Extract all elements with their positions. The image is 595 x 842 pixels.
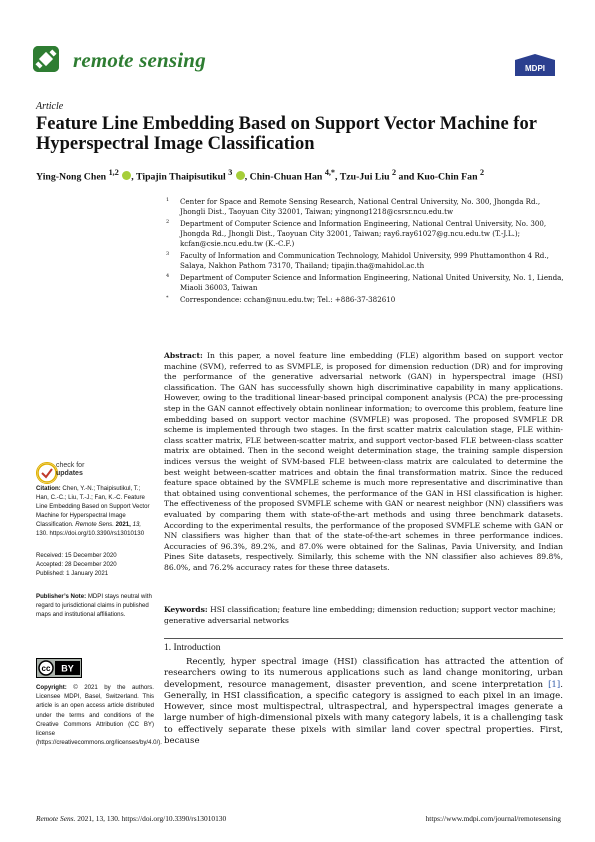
check-updates-icon bbox=[36, 462, 58, 484]
affiliation-item: 3 Faculty of Information and Communication Technology, Mahidol University, 999 Phuttamonthon 4 Rd., Salaya, Nakhon Pathom 73170, Thailand; tipajin.tha@mahidol.ac.th bbox=[166, 251, 549, 270]
journal-logo-icon bbox=[33, 46, 59, 72]
date-published: Published: 1 January 2021 bbox=[36, 570, 109, 578]
footer-journal-url[interactable]: https://www.mdpi.com/journal/remotesensing bbox=[425, 814, 561, 823]
citation-link[interactable]: [1] bbox=[548, 679, 561, 690]
article-title: Feature Line Embedding Based on Support Vector Machine for Hyperspectral Image Classification bbox=[36, 114, 537, 154]
citation-volume: 13, bbox=[132, 520, 142, 528]
check-updates-line1: check for bbox=[56, 462, 85, 469]
footer-doi[interactable]: 2021, 13, 130. https://doi.org/10.3390/rs13010130 bbox=[77, 814, 227, 823]
citation-journal: Remote Sens. bbox=[75, 520, 114, 528]
author-name[interactable]: Chin-Chuan Han bbox=[249, 171, 323, 183]
publisher-note-label: Publisher’s Note: bbox=[36, 593, 87, 601]
citation-block bbox=[36, 485, 154, 538]
cc-symbol: cc bbox=[41, 664, 51, 673]
abstract-text: In this paper, a novel feature line embedding (FLE) algorithm based on support vector machine (SVM), referred to as SVMFLE, is proposed for dimension reduction (DR) and for improving the performance of the generative adversarial network (GAN) in hyperspectral image (HSI) classification. The GAN has successfully shown high discriminative capability in many applications. However, owing to the traditional linear-based principal component analysis (PCA) the pre-processing step in the GAN cannot effectively obtain nonlinear information; to overcome this problem, feature line embedding based on support vector machine (SVMFLE) was proposed. The proposed SVMFLE DR scheme is implemented through two stages. In the first scatter matrix calculation stage, FLE within-class scatter matrix, FLE between-scatter matrix, and support vector-based FLE between-class scatter matrix are obtained. Then in the second weight determination stage, the training sample dispersion indices versus the weight of SVM-based FLE between-class matrix are calculated to determine the best weight between-scatter matrices and obtain the final transformation matrix. Since the reduced feature space obtained by the SVMFLE scheme is much more representative and discriminative than that obtained using conventional schemes, the performance of the GAN in HSI classification is higher. The effectiveness of the proposed SVMFLE scheme with GAN or nearest neighbor (NN) classifiers was evaluated by comparing them with state-of-the-art methods and using three benchmark datasets. According to the experimental results, the performance of the proposed SVMFLE scheme with GAN or NN classifiers was higher than that of the state-of-the-art schemes in three performance indices. Accuracies of 96.3%, 89.2%, and 87.0% were obtained for the Salinas, Pavia University, and Indian Pines Site datasets, respectively. Similarly, this scheme with the NN classifier also achieves 89.8%, 86.0%, and 76.2% accuracy rates for these three datasets. bbox=[164, 351, 564, 572]
publisher-note-text: MDPI stays neutral with regard to jurisdictional claims in published maps and institutional affiliations. bbox=[36, 593, 152, 618]
affiliation-item: 1 Center for Space and Remote Sensing Research, National Central University, No. 300, Jhongda Rd., Jhongli Dist., Taoyuan City 32001, Taiwan; yingnong1218@csrsr.ncu.edu.tw bbox=[166, 197, 541, 216]
introduction-paragraph: Recently, hyper spectral image (HSI) classification has attracted the attention of researchers owing to its numerous applications such as land change monitoring, urban development, resource management, disaster prevention, and scene interpretation [1]. Generally, in HSI classification, a specific category is assigned to each pixel in an image. However, since most multispectral, ultraspectral, and hyperspectral images generate a large number of high-dimensional pixels with many category labels, it is a challenging task to effectively separate these pixels with similar land cover spectral properties. First, because bbox=[164, 657, 563, 747]
author-affiliation-mark: 4,* bbox=[324, 168, 336, 177]
correspondence: * Correspondence: cchan@nuu.edu.tw; Tel.: +886-37-382610 bbox=[166, 295, 396, 304]
abstract-label: Abstract: bbox=[164, 351, 203, 360]
check-for-updates-button[interactable] bbox=[36, 462, 116, 486]
author-name[interactable]: Tzu-Jui Liu bbox=[339, 171, 390, 183]
keywords-text: HSI classification; feature line embedding; dimension reduction; support vector machine; generative adversarial networks bbox=[164, 605, 556, 625]
journal-name: remote sensing bbox=[73, 48, 206, 72]
citation-year: 2021, bbox=[115, 520, 131, 528]
section-divider bbox=[164, 638, 563, 639]
copyright-text: © 2021 by the authors. Licensee MDPI, Basel, Switzerland. This article is an open access article distributed under the terms and conditions of the Creative Commons Attribution (CC BY) license (https://creativecommons.org/licenses/by/4.0/). bbox=[36, 684, 162, 747]
affiliation-item: 4 Department of Computer Science and Information Engineering, National United University, No. 1, Lienda, Miaoli 36003, Taiwan bbox=[166, 273, 564, 292]
footer-citation bbox=[36, 814, 226, 823]
cc-license-badge[interactable] bbox=[36, 658, 82, 678]
affiliations bbox=[164, 197, 564, 307]
citation-label: Citation: bbox=[36, 485, 61, 492]
article-type: Article bbox=[36, 101, 64, 112]
dates-block bbox=[36, 552, 154, 579]
footer-journal: Remote Sens. bbox=[36, 814, 76, 823]
cc-by-label: BY bbox=[61, 663, 74, 674]
author-name[interactable]: Kuo-Chin Fan bbox=[416, 171, 478, 183]
date-received: Received: 15 December 2020 bbox=[36, 552, 117, 560]
orcid-icon[interactable] bbox=[236, 171, 245, 180]
keywords bbox=[164, 605, 563, 626]
keywords-label: Keywords: bbox=[164, 605, 208, 614]
affiliation-item: 2 Department of Computer Science and Information Engineering, National Central University, No. 300, Jhongda Rd., Jhongli Dist., Taoyuan City 32001, Taiwan; ray6.ray61027@g.ncu.edu.tw (T.-J.L.); kcfan@csie.ncu.edu.tw (K.-C.F.) bbox=[166, 219, 547, 248]
publisher-logo bbox=[515, 54, 555, 76]
author-affiliation-mark: 1,2 bbox=[108, 168, 119, 177]
author-list: Ying-Nong Chen $^{1,2}$ , Tipajin Thaipisutikul $^3$ , Chin-Chuan Han $^{4,*}$, Tzu-Jui Liu $^2$ and Kuo-Chin Fan $^2$ bbox=[36, 168, 485, 183]
abstract bbox=[164, 351, 563, 573]
author-name[interactable]: Tipajin Thaipisutikul bbox=[135, 171, 226, 183]
publisher-name: MDPI bbox=[525, 64, 545, 73]
author-affiliation-mark: 2 bbox=[392, 168, 397, 177]
citation-text: Chen, Y.-N.; Thaipisutikul, T.; Han, C.-C.; Liu, T.-J.; Fan, K.-C. Feature Line Embedding Based on Support Vector Machine for Hyperspectral Image Classification. bbox=[36, 485, 150, 528]
date-accepted: Accepted: 28 December 2020 bbox=[36, 561, 117, 569]
section-heading: 1. Introduction bbox=[164, 643, 221, 653]
check-updates-line2: updates bbox=[56, 470, 83, 477]
left-sidebar bbox=[36, 485, 154, 634]
author-name[interactable]: Ying-Nong Chen bbox=[36, 171, 107, 183]
citation-doi-link[interactable]: 130. https://doi.org/10.3390/rs13010130 bbox=[36, 529, 145, 537]
publisher-note bbox=[36, 593, 154, 620]
copyright-block bbox=[36, 683, 162, 747]
author-affiliation-mark: 3 bbox=[228, 168, 233, 177]
author-affiliation-mark: 2 bbox=[479, 168, 485, 177]
copyright-label: Copyright: bbox=[36, 684, 67, 691]
orcid-icon[interactable] bbox=[122, 171, 131, 180]
